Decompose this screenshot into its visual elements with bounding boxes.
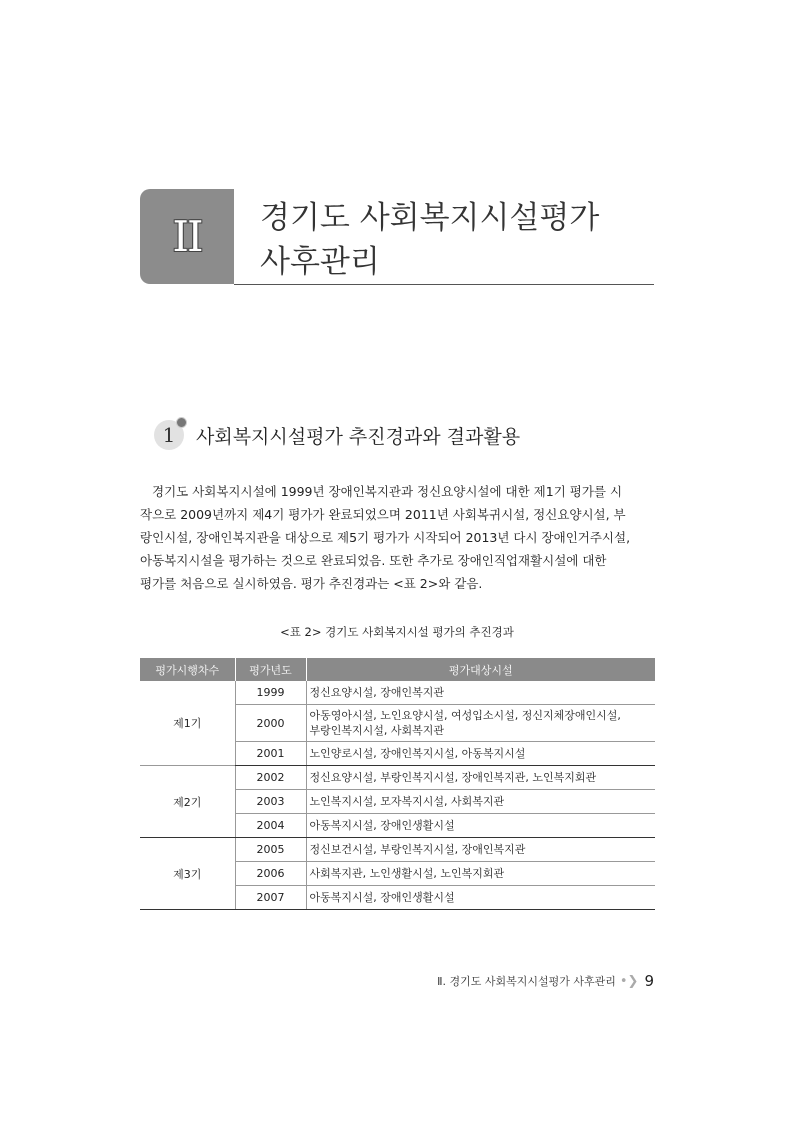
chapter-divider [234, 284, 654, 285]
phase-cell: 제2기 [140, 766, 235, 838]
table-row [140, 681, 655, 705]
year-cell: 2002 [235, 766, 306, 790]
body-line: 작으로 2009년까지 제4기 평가가 완료되었으며 2011년 사회복귀시설, 정신요양시설, 부 [140, 507, 626, 522]
year-cell: 2003 [235, 790, 306, 814]
chapter-title [260, 196, 654, 284]
chapter-number-box [140, 189, 234, 284]
section-number-badge [154, 420, 184, 450]
facilities-cell: 노인복지시설, 모자복지시설, 사회복지관 [306, 790, 655, 814]
table-caption: <표 2> 경기도 사회복지시설 평가의 추진경과 [280, 625, 514, 639]
chapter-title-line-1: 경기도 사회복지시설평가 [260, 200, 600, 236]
double-chevron-right-icon: •❯ [619, 973, 639, 989]
facilities-cell: 아동복지시설, 장애인생활시설 [306, 886, 655, 910]
phase-cell: 제3기 [140, 838, 235, 910]
chapter-title-line-2: 사후관리 [260, 244, 380, 280]
year-cell: 2005 [235, 838, 306, 862]
phase-cell: 제1기 [173, 717, 202, 730]
header-phase: 평가시행차수 [140, 658, 235, 681]
section-number: 1 [162, 423, 176, 447]
table-row [140, 766, 655, 790]
year-cell: 2007 [235, 886, 306, 910]
facilities-cell: 노인양로시설, 장애인복지시설, 아동복지시설 [306, 742, 655, 766]
page-number: 9 [644, 972, 654, 990]
body-paragraph [140, 480, 654, 595]
facilities-cell: 아동복지시설, 장애인생활시설 [306, 814, 655, 838]
year-cell: 2000 [235, 705, 306, 742]
table-row [140, 838, 655, 862]
table-header-row [140, 658, 655, 681]
chapter-number: II [172, 212, 202, 261]
section-title: 사회복지시설평가 추진경과와 결과활용 [196, 425, 521, 448]
year-cell: 2004 [235, 814, 306, 838]
section-heading [154, 420, 520, 450]
running-title: Ⅱ. 경기도 사회복지시설평가 사후관리 [437, 975, 616, 988]
body-line: 아동복지시설을 평가하는 것으로 완료되었음. 또한 추가로 장애인직업재활시설에 대한 [140, 553, 607, 568]
bullet-dot-icon [176, 417, 187, 428]
facilities-cell: 사회복지관, 노인생활시설, 노인복지회관 [306, 862, 655, 886]
body-line: 경기도 사회복지시설에 1999년 장애인복지관과 정신요양시설에 대한 제1기 평가를 시 [152, 484, 623, 499]
body-line: 평가를 처음으로 실시하였음. 평가 추진경과는 <표 2>와 같음. [140, 576, 483, 591]
facilities-cell: 정신요양시설, 장애인복지관 [306, 681, 655, 705]
facilities-cell: 아동영아시설, 노인요양시설, 여성입소시설, 정신지체장애인시설, 부랑인복지시설, 사회복지관 [306, 705, 655, 742]
facilities-cell: 정신요양시설, 부랑인복지시설, 장애인복지관, 노인복지회관 [306, 766, 655, 790]
year-cell: 1999 [235, 681, 306, 705]
year-cell: 2001 [235, 742, 306, 766]
body-line: 랑인시설, 장애인복지관을 대상으로 제5기 평가가 시작되어 2013년 다시 장애인거주시설, [140, 530, 631, 545]
year-cell: 2006 [235, 862, 306, 886]
header-facilities: 평가대상시설 [306, 658, 655, 681]
header-year: 평가년도 [235, 658, 306, 681]
page-footer [437, 972, 654, 990]
facilities-cell: 정신보건시설, 부랑인복지시설, 장애인복지관 [306, 838, 655, 862]
evaluation-history-table [140, 658, 655, 910]
